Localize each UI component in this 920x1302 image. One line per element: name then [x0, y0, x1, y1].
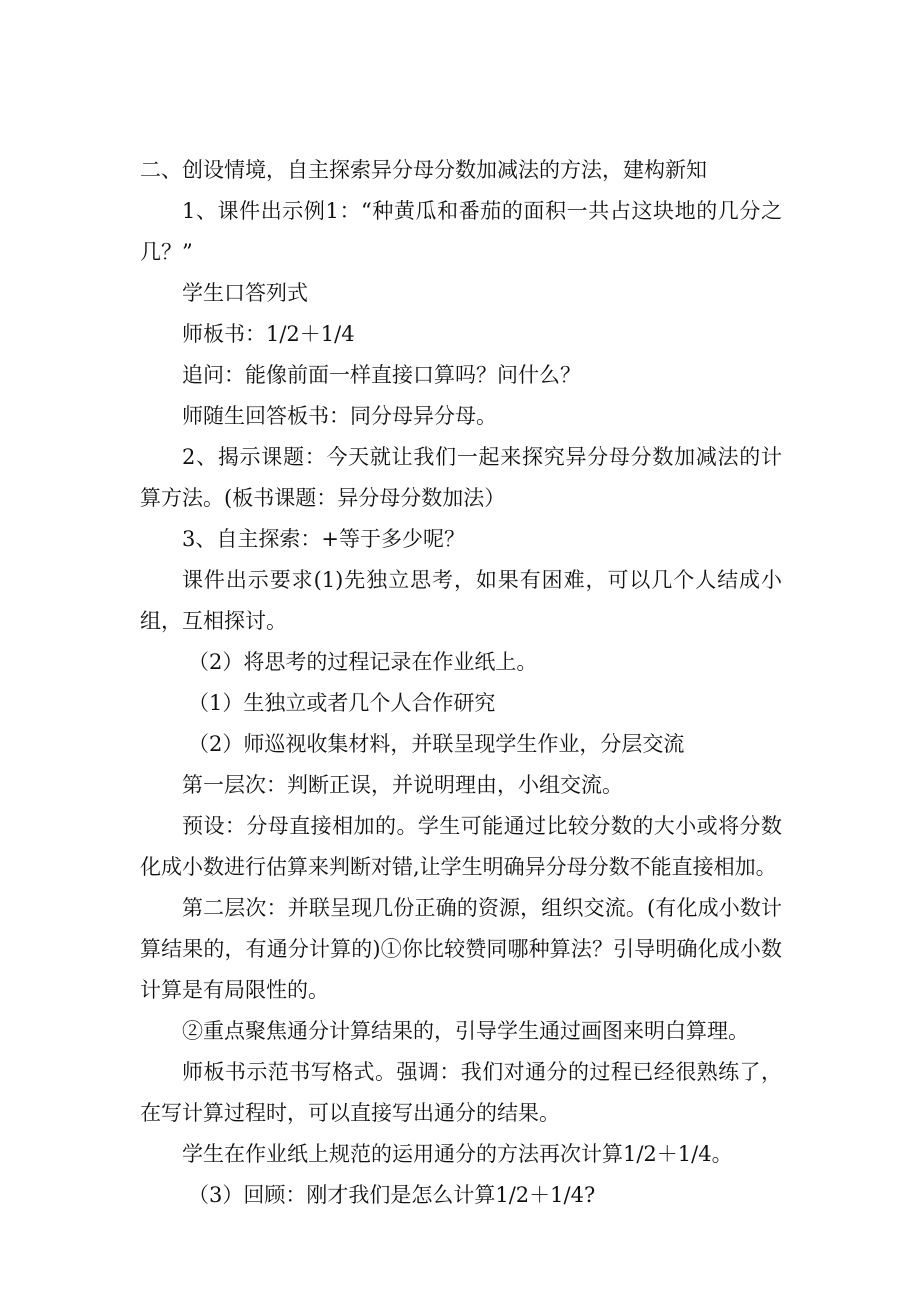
paragraph: 1、课件出示例1：“种黄瓜和番茄的面积一共占这块地的几分之几？” [140, 199, 782, 264]
paragraph: 2、揭示课题：今天就让我们一起来探究异分母分数加减法的计算方法。(板书课题：异分母分数加法） [140, 445, 782, 510]
paragraph: 师板书：1/2＋1/4 [182, 322, 355, 346]
paragraph: ②重点聚焦通分计算结果的，引导学生通过画图来明白算理。 [182, 1019, 749, 1043]
section-heading: 二、创设情境，自主探索异分母分数加减法的方法，建构新知 [140, 158, 707, 182]
paragraph: 课件出示要求(1)先独立思考，如果有困难，可以几个人结成小组，互相探讨。 [140, 568, 782, 633]
paragraph: 学生在作业纸上规范的运用通分的方法再次计算1/2＋1/4。 [182, 1142, 733, 1166]
paragraph: （1）生独立或者几个人合作研究 [188, 691, 496, 715]
paragraph: （3）回顾：刚才我们是怎么计算1/2＋1/4? [188, 1183, 596, 1207]
paragraph: 3、自主探索：+等于多少呢？ [182, 527, 465, 551]
paragraph: （2）师巡视收集材料，并联呈现学生作业，分层交流 [188, 732, 685, 756]
paragraph: 预设：分母直接相加的。学生可能通过比较分数的大小或将分数化成小数进行估算来判断对错,让学生明确异分母分数不能直接相加。 [140, 814, 782, 879]
paragraph: （2）将思考的过程记录在作业纸上。 [188, 650, 538, 674]
paragraph: 师随生回答板书：同分母异分母。 [182, 404, 497, 428]
document-body [140, 150, 782, 1216]
paragraph: 追问：能像前面一样直接口算吗？问什么？ [182, 363, 581, 387]
paragraph: 师板书示范书写格式。强调：我们对通分的过程已经很熟练了，在写计算过程时，可以直接写出通分的结果。 [140, 1060, 782, 1125]
paragraph: 第一层次：判断正误，并说明理由，小组交流。 [182, 773, 623, 797]
paragraph: 第二层次：并联呈现几份正确的资源，组织交流。(有化成小数计算结果的，有通分计算的)①你比较赞同哪种算法？引导明确化成小数计算是有局限性的。 [140, 896, 782, 1002]
paragraph: 学生口答列式 [182, 281, 308, 305]
